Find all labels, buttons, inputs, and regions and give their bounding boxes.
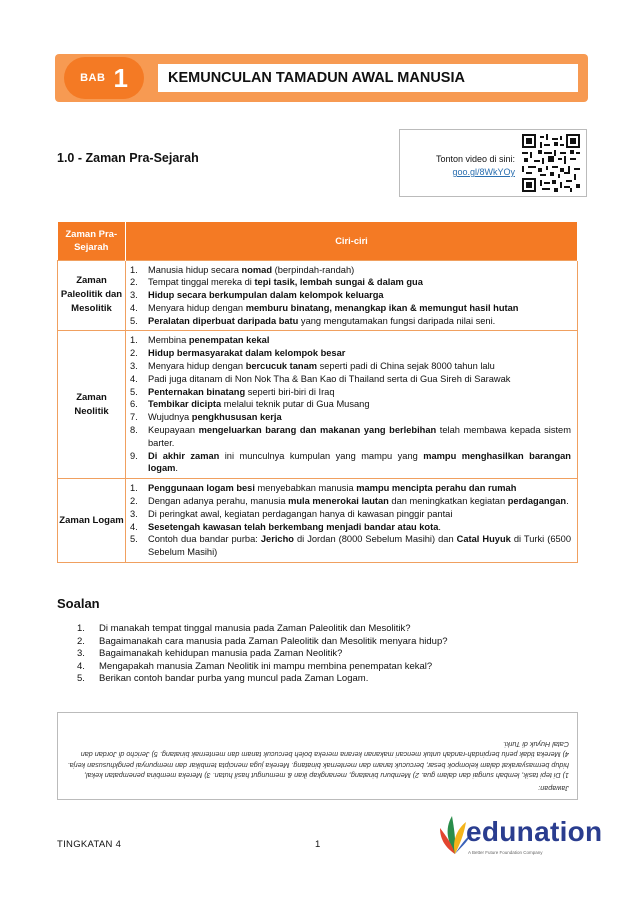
item-text: Membina penempatan kekal: [148, 335, 270, 346]
table-row: [58, 260, 578, 331]
item-number: 9.: [130, 450, 138, 461]
item-number: 5.: [130, 315, 138, 326]
list-item: [130, 398, 571, 411]
item-text: Hidup secara berkumpulan dalam kelompok keluarga: [148, 290, 384, 301]
header-zaman: Zaman Pra-Sejarah: [58, 222, 126, 260]
edunation-logo: [438, 810, 603, 860]
video-link[interactable]: goo.gl/8WkYOy: [452, 167, 515, 177]
item-number: 3.: [130, 508, 138, 519]
video-prompt: Tonton video di sini:: [435, 154, 515, 164]
item-text: Contoh dua bandar purba: Jericho di Jordan (8000 Sebelum Masihi) dan Catal Huyuk di Turki (6500 Sebelum Masihi): [148, 534, 572, 558]
question-number: 3.: [77, 648, 85, 660]
chapter-title: KEMUNCULAN TAMADUN AWAL MANUSIA: [158, 64, 578, 92]
list-item: [130, 424, 571, 450]
item-number: 4.: [130, 521, 138, 532]
list-item: [130, 289, 571, 302]
list-item: [130, 411, 571, 424]
page-number: 1: [315, 839, 321, 850]
question-number: 1.: [77, 623, 85, 634]
ciri-cell: [126, 479, 578, 563]
question-number: 5.: [77, 673, 85, 685]
list-item: [130, 533, 571, 559]
question-item: [77, 623, 448, 636]
item-text: Tembikar dicipta melalui teknik putar di Gua Musang: [148, 399, 370, 410]
soalan-title: Soalan: [57, 596, 100, 611]
item-text: Penggunaan logam besi menyebabkan manusia mampu mencipta perahu dan rumah: [148, 483, 517, 494]
question-text: Berikan contoh bandar purba yang muncul pada Zaman Logam.: [99, 673, 369, 685]
answer-text: 1) Di tepi tasik, lembah sungai dan dalam gua. 2) Memburu binatang, menangkap ikan & memungut hasil hutan. 3) Mereka membina penempatan kekal, hidup bermasyarakat dalam kelompok besar, bercucuk tanam dan menternak binatang. Mereka juga mencipta tembikar dan mempunyai pengkhususan kerja. 4) Mereka tidak perlu berpindah-randah untuk mencari makanan kerana mereka boleh bercucuk tanam dan menternak binatang. 5) Jericho di Jordan dan Catal Huyuk di Turki.: [67, 739, 569, 781]
question-text: Bagaimanakah cara manusia pada Zaman Paleolitik dan Mesolitik menyara hidup?: [99, 635, 448, 647]
item-text: Penternakan binatang seperti biri-biri di Iraq: [148, 386, 335, 397]
item-number: 7.: [130, 412, 138, 423]
question-number: 2.: [77, 635, 85, 647]
item-number: 2.: [130, 277, 138, 288]
list-item: [130, 315, 571, 328]
answer-box: [57, 712, 578, 800]
question-number: 4.: [77, 660, 85, 672]
answer-label: Jawapan:: [538, 784, 569, 793]
ciri-list: [130, 264, 571, 328]
item-number: 8.: [130, 425, 138, 436]
item-number: 1.: [130, 483, 138, 494]
era-cell: Zaman Neolitik: [58, 331, 126, 479]
ciri-list: [130, 334, 571, 475]
list-item: [130, 334, 571, 347]
item-number: 2.: [130, 496, 138, 507]
item-number: 5.: [130, 386, 138, 397]
header-ciri: Ciri-ciri: [126, 222, 578, 260]
question-item: [77, 673, 448, 686]
era-cell: Zaman Logam: [58, 479, 126, 563]
item-number: 4.: [130, 302, 138, 313]
item-number: 4.: [130, 373, 138, 384]
list-item: [130, 521, 571, 534]
list-item: [130, 360, 571, 373]
list-item: [130, 373, 571, 386]
item-text: Tempat tinggal mereka di tepi tasik, lembah sungai & dalam gua: [148, 277, 423, 288]
video-box: [399, 129, 587, 197]
item-text: Wujudnya pengkhususan kerja: [148, 412, 282, 423]
ciri-cell: [126, 331, 578, 479]
ciri-cell: [126, 260, 578, 331]
item-text: Hidup bermasyarakat dalam kelompok besar: [148, 348, 346, 359]
era-cell: Zaman Paleolitik dan Mesolitik: [58, 260, 126, 331]
list-item: [130, 508, 571, 521]
table-row: [58, 479, 578, 563]
list-item: [130, 302, 571, 315]
item-text: Keupayaan mengeluarkan barang dan makanan yang berlebihan telah membawa kepada sistem barter.: [148, 425, 571, 448]
item-text: Padi juga ditanam di Non Nok Tha & Ban Kao di Thailand serta di Gua Sireh di Sarawak: [148, 373, 511, 384]
video-caption: [408, 153, 515, 179]
logo-tagline: A Better Future Foundation Company: [468, 850, 543, 855]
footer-grade: TINGKATAN 4: [57, 839, 122, 850]
list-item: [130, 482, 571, 495]
item-number: 5.: [130, 534, 138, 545]
chapter-number: 1: [113, 62, 128, 93]
question-item: [77, 636, 448, 649]
list-item: [130, 495, 571, 508]
list-item: [130, 386, 571, 399]
item-number: 1.: [130, 335, 138, 346]
table-header-row: [58, 222, 578, 260]
qr-code-icon[interactable]: [522, 134, 580, 192]
item-text: Peralatan diperbuat daripada batu yang mengutamakan fungsi daripada nilai seni.: [148, 315, 496, 326]
item-number: 3.: [130, 290, 138, 301]
item-text: Dengan adanya perahu, manusia mula menerokai lautan dan meningkatkan kegiatan perdagangan.: [148, 496, 569, 507]
item-text: Di akhir zaman ini munculnya kumpulan yang mampu yang mampu menghasilkan barangan logam.: [148, 450, 571, 474]
item-text: Di peringkat awal, kegiatan perdagangan hanya di kawasan pinggir pantai: [148, 508, 453, 519]
item-number: 2.: [130, 348, 138, 359]
item-text: Menyara hidup dengan bercucuk tanam seperti padi di China sejak 8000 tahun lalu: [148, 361, 495, 372]
question-text: Di manakah tempat tinggal manusia pada Zaman Paleolitik dan Mesolitik?: [99, 623, 411, 634]
item-text: Manusia hidup secara nomad (berpindah-randah): [148, 264, 355, 275]
item-text: Sesetengah kawasan telah berkembang menjadi bandar atau kota.: [148, 521, 441, 532]
item-number: 6.: [130, 399, 138, 410]
question-text: Mengapakah manusia Zaman Neolitik ini mampu membina penempatan kekal?: [99, 660, 433, 672]
list-item: [130, 264, 571, 277]
table-row: [58, 331, 578, 479]
list-item: [130, 450, 571, 476]
logo-wordmark: edunation: [466, 816, 603, 847]
question-text: Bagaimanakah kehidupan manusia pada Zaman Neolitik?: [99, 648, 343, 660]
question-item: [77, 648, 448, 661]
question-item: [77, 661, 448, 674]
list-item: [130, 347, 571, 360]
ciri-table: [57, 222, 578, 563]
item-number: 1.: [130, 264, 138, 275]
section-title: 1.0 - Zaman Pra-Sejarah: [57, 151, 199, 165]
list-item: [130, 276, 571, 289]
item-number: 3.: [130, 361, 138, 372]
chapter-badge: [64, 57, 144, 99]
soalan-list: [77, 623, 448, 686]
answer-upside-down: [58, 713, 577, 799]
ciri-list: [130, 482, 571, 559]
item-text: Menyara hidup dengan memburu binatang, menangkap ikan & memungut hasil hutan: [148, 302, 519, 313]
chapter-badge-label: BAB: [80, 72, 106, 84]
